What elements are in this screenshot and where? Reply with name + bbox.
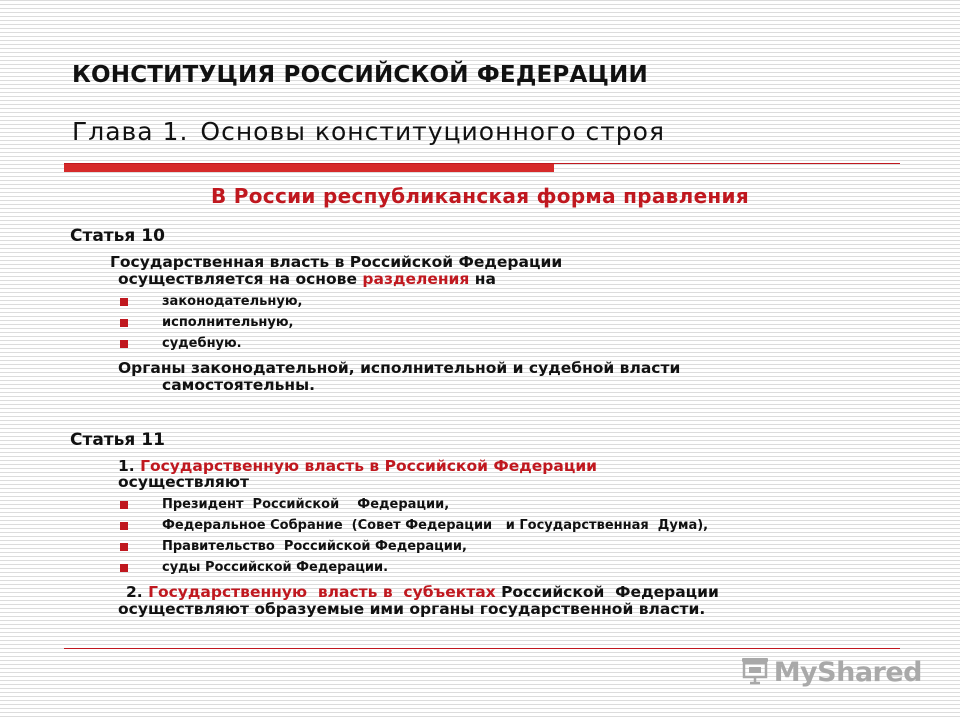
projector-screen-icon <box>740 655 770 689</box>
list-item-text: судебную. <box>162 336 242 351</box>
bullet-square-icon <box>120 522 128 530</box>
list-item <box>118 538 708 559</box>
list-item-text: исполнительную, <box>162 315 294 330</box>
slide-headline: В России республиканская форма правления <box>210 184 750 208</box>
chapter-name: Основы конституционного строя <box>200 117 665 146</box>
article-10-intro-line1: Государственная власть в Российской Федерации <box>110 253 563 271</box>
article-11-point1-highlight: Государственную власть в Российской Федерации <box>140 457 598 475</box>
list-item <box>118 314 302 335</box>
article-10-intro-line2 <box>118 271 496 287</box>
point-number: 1. <box>118 457 141 475</box>
bullet-square-icon <box>120 319 128 327</box>
article-10-title: Статья 10 <box>70 226 165 246</box>
article-11-point2-line1 <box>126 584 719 600</box>
footer-divider-line <box>64 648 900 649</box>
bullet-square-icon <box>120 340 128 348</box>
list-item-text: Президент Российской Федерации, <box>162 497 450 512</box>
chapter-heading <box>72 117 665 146</box>
article-11-point1-line1 <box>118 458 597 474</box>
list-item-text: законодательную, <box>162 294 303 309</box>
list-item <box>118 293 302 314</box>
article-11-point2-text: Российской Федерации <box>495 583 719 601</box>
list-item <box>118 335 302 356</box>
article-11-point2-line2: осуществляют образуемые ими органы государственной власти. <box>118 600 706 618</box>
list-item-text: Правительство Российской Федерации, <box>162 539 467 554</box>
article-10-highlight: разделения <box>362 270 470 288</box>
article-10-closing-line1: Органы законодательной, исполнительной и судебной власти <box>118 359 681 377</box>
list-item <box>118 517 708 538</box>
title-accent-bar <box>64 164 554 172</box>
bullet-square-icon <box>120 298 128 306</box>
myshared-logo <box>740 655 922 689</box>
bullet-square-icon <box>120 564 128 572</box>
article-11-point1-line2: осуществляют <box>118 473 249 491</box>
list-item <box>118 559 708 580</box>
point-number: 2. <box>126 583 149 601</box>
article-11-bodies-list <box>118 496 708 580</box>
list-item-text: суды Российской Федерации. <box>162 560 389 575</box>
bullet-square-icon <box>120 501 128 509</box>
article-10-intro-end: на <box>469 270 496 288</box>
logo-text: MyShared <box>773 656 922 688</box>
bullet-square-icon <box>120 543 128 551</box>
article-11-title: Статья 11 <box>70 430 165 450</box>
article-10-branches-list <box>118 293 302 356</box>
article-11-point2-highlight: Государственную власть в субъектах <box>148 583 496 601</box>
list-item-text: Федеральное Собрание (Совет Федерации и Государственная Дума), <box>162 518 709 533</box>
article-10-closing-line2: самостоятельны. <box>162 376 316 394</box>
article-10-intro-text: осуществляется на основе <box>118 270 363 288</box>
chapter-number: Глава 1. <box>72 117 189 146</box>
list-item <box>118 496 708 517</box>
slide-title: КОНСТИТУЦИЯ РОССИЙСКОЙ ФЕДЕРАЦИИ <box>72 62 648 88</box>
